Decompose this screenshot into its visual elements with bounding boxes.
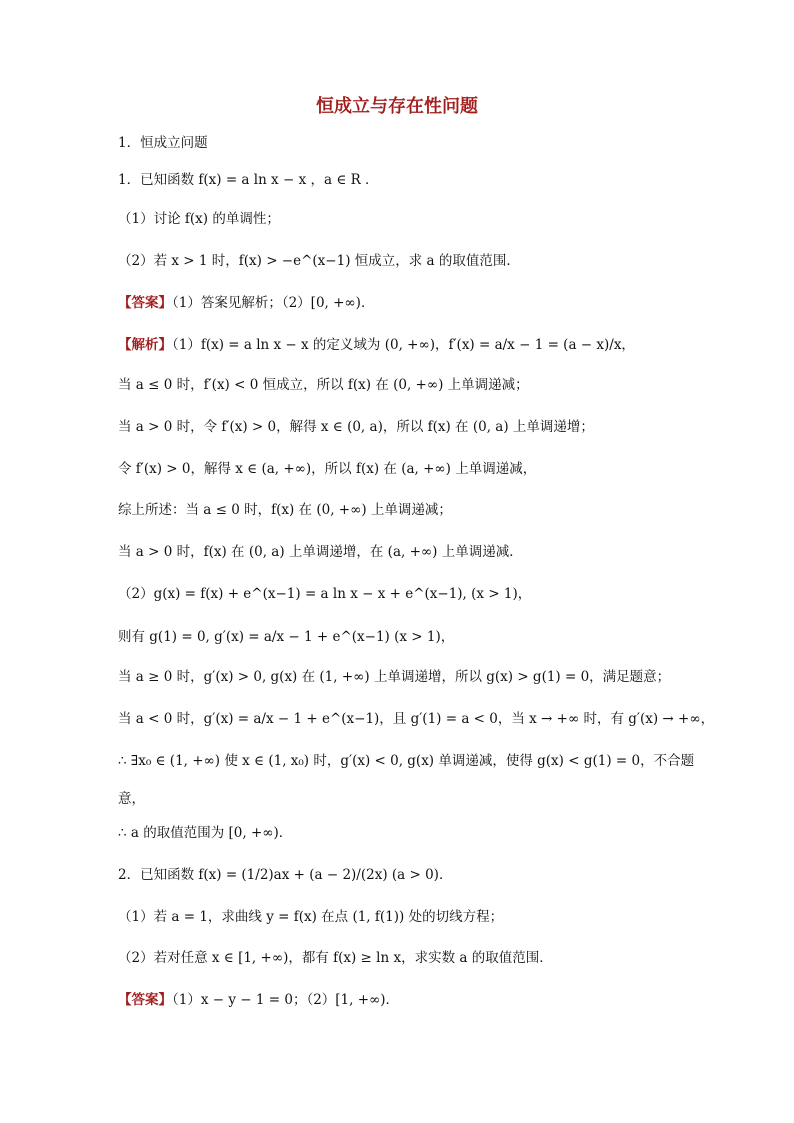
line-text: 1．恒成立问题	[118, 135, 208, 151]
solution-line	[118, 710, 715, 728]
problem-1-part-1	[118, 210, 688, 228]
section-heading	[118, 134, 688, 152]
line-text: 1．已知函数 f(x) = a ln x − x ，a ∈ R ．	[118, 172, 379, 188]
line-text: 当 a ≥ 0 时，g′(x) > 0, g(x) 在 (1, +∞) 上单调递增，所以 g(x) > g(1) = 0，满足题意；	[118, 669, 671, 685]
document-title: 恒成立与存在性问题	[316, 96, 478, 117]
solution-line	[118, 628, 688, 646]
problem-2-answer	[118, 991, 688, 1009]
solution-line	[118, 418, 688, 436]
line-text: 当 a > 0 时，f(x) 在 (0, a) 上单调递增，在 (a, +∞) 上单调递减．	[118, 544, 523, 560]
problem-1-analysis	[118, 336, 688, 354]
problem-2-statement	[118, 866, 688, 884]
line-text: （2）若 x > 1 时，f(x) > −e^(x−1) 恒成立，求 a 的取值范围．	[118, 253, 520, 269]
solution-line	[118, 790, 688, 808]
problem-1-statement	[118, 171, 688, 189]
solution-line	[118, 668, 688, 686]
line-text: （1）x − y − 1 = 0；（2）[1, +∞)．	[172, 992, 400, 1008]
analysis-tag: 【解析】	[118, 337, 172, 353]
solution-line	[118, 501, 688, 519]
line-text: 2．已知函数 f(x) = (1/2)ax + (a − 2)/(2x) (a > 0)．	[118, 867, 453, 883]
line-text: 当 a > 0 时，令 f′(x) > 0，解得 x ∈ (0, a)，所以 f(x) 在 (0, a) 上单调递增；	[118, 419, 594, 435]
line-text: （2）若对任意 x ∈ [1, +∞)，都有 f(x) ≥ ln x，求实数 a 的取值范围．	[118, 950, 553, 966]
problem-2-part-1	[118, 908, 688, 926]
line-text: （1）f(x) = a ln x − x 的定义域为 (0, +∞)，f′(x) = a/x − 1 = (a − x)/x，	[172, 337, 635, 353]
line-text: （1）若 a = 1，求曲线 y = f(x) 在点 (1, f(1)) 处的切线方程；	[118, 909, 504, 925]
solution-line	[118, 752, 695, 770]
solution-line	[118, 460, 688, 478]
solution-line	[118, 376, 688, 394]
solution-line	[118, 585, 688, 603]
problem-2-part-2	[118, 949, 688, 967]
line-text: （1）答案见解析；（2）[0, +∞)．	[172, 295, 375, 311]
line-text: 当 a ≤ 0 时，f′(x) < 0 恒成立，所以 f(x) 在 (0, +∞) 上单调递减；	[118, 377, 529, 393]
line-text: 综上所述：当 a ≤ 0 时，f(x) 在 (0, +∞) 上单调递减；	[118, 502, 452, 518]
line-text: 则有 g(1) = 0, g′(x) = a/x − 1 + e^(x−1) (x > 1)，	[118, 629, 455, 645]
problem-1-part-2	[118, 252, 688, 270]
line-text: （2）g(x) = f(x) + e^(x−1) = a ln x − x + e^(x−1), (x > 1)，	[118, 586, 532, 602]
answer-tag: 【答案】	[118, 295, 172, 311]
line-text: 当 a < 0 时，g′(x) = a/x − 1 + e^(x−1)，且 g′(1) = a < 0，当 x → +∞ 时，有 g′(x) → +∞，	[118, 711, 715, 727]
solution-line	[118, 543, 688, 561]
line-text: ∴ a 的取值范围为 [0, +∞)．	[118, 825, 293, 841]
line-text: （1）讨论 f(x) 的单调性；	[118, 211, 280, 227]
problem-1-answer	[118, 294, 688, 312]
solution-line	[118, 824, 688, 842]
answer-tag: 【答案】	[118, 992, 172, 1008]
line-text: 意，	[118, 791, 145, 807]
line-text: ∴ ∃x₀ ∈ (1, +∞) 使 x ∈ (1, x₀) 时，g′(x) < 0, g(x) 单调递减，使得 g(x) < g(1) = 0，不合题	[118, 753, 695, 769]
line-text: 令 f′(x) > 0，解得 x ∈ (a, +∞)，所以 f(x) 在 (a, +∞) 上单调递减，	[118, 461, 537, 477]
